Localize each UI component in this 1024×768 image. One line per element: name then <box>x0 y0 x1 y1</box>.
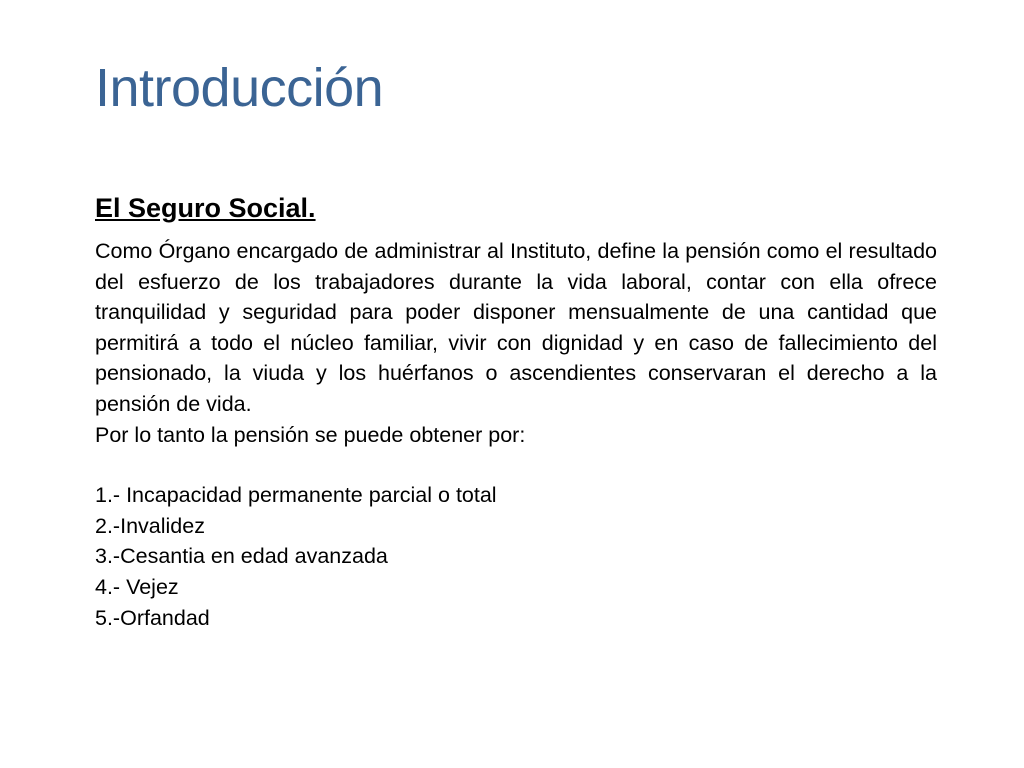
section-subtitle: El Seguro Social. <box>95 193 316 223</box>
list-item: 5.-Orfandad <box>95 605 210 630</box>
body-paragraph: Como Órgano encargado de administrar al Instituto, define la pensión como el resultado del esfuerzo de los trabajadores durante la vida laboral, contar con ella ofrece tranquilidad y seguridad para poder disponer mensualmente de una cantidad que permitirá a todo el núcleo familiar, vivir con dignidad y en caso de fallecimiento del pensionado, la viuda y los huérfanos o ascendientes conservaran el derecho a la pensión de vida. <box>95 239 937 416</box>
pension-types-list <box>95 480 937 633</box>
slide-title: Introducción <box>95 58 384 118</box>
list-item: 2.-Invalidez <box>95 513 205 538</box>
list-item: 1.- Incapacidad permanente parcial o total <box>95 483 497 508</box>
list-item: 3.-Cesantia en edad avanzada <box>95 544 388 569</box>
list-item: 4.- Vejez <box>95 574 179 599</box>
slide-body <box>95 190 937 633</box>
list-intro: Por lo tanto la pensión se puede obtener por: <box>95 422 526 447</box>
